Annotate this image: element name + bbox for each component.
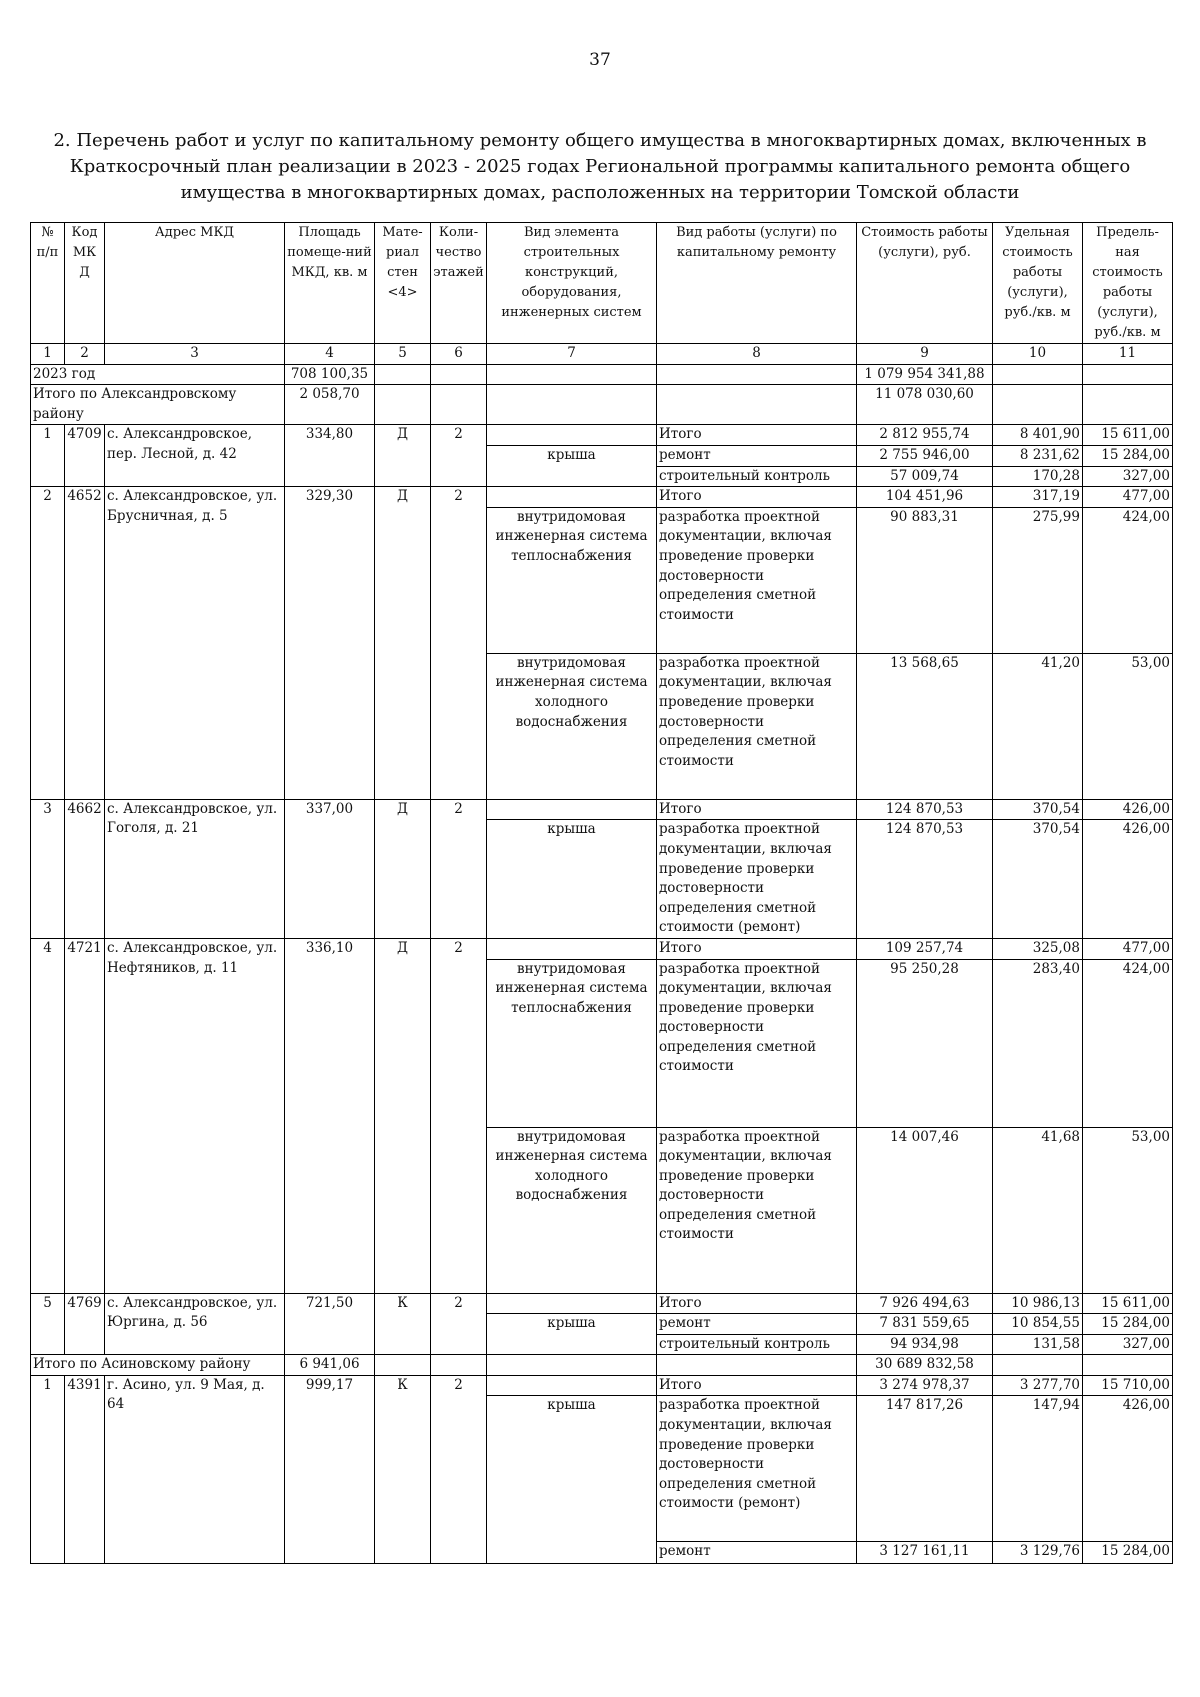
- floor-count: 2: [431, 487, 487, 800]
- max-cost: 426,00: [1083, 820, 1173, 939]
- year-area: 708 100,35: [285, 364, 375, 385]
- house-address: с. Александровское, ул. Брусничная, д. 5: [105, 487, 285, 800]
- max-cost: 15 611,00: [1083, 1293, 1173, 1314]
- col-number: 8: [657, 344, 857, 365]
- district-label: Итого по Асиновскому району: [31, 1355, 285, 1376]
- unit-cost: 10 854,55: [993, 1314, 1083, 1335]
- wall-material: Д: [375, 487, 431, 800]
- work-type: разработка проектной документации, включая проведение проверки достоверности определения сметной стоимости: [657, 653, 857, 799]
- unit-cost: 10 986,13: [993, 1293, 1083, 1314]
- house-area: 334,80: [285, 425, 375, 487]
- house-code: 4652: [65, 487, 105, 800]
- max-cost: 15 284,00: [1083, 445, 1173, 466]
- district-area: 6 941,06: [285, 1355, 375, 1376]
- page-number: 37: [589, 50, 611, 70]
- max-cost: 426,00: [1083, 1396, 1173, 1542]
- cost: 90 883,31: [857, 507, 993, 653]
- cost: 147 817,26: [857, 1396, 993, 1542]
- work-type: разработка проектной документации, включая проведение проверки достоверности определения сметной стоимости (ремонт): [657, 1396, 857, 1542]
- work-type: Итого: [657, 799, 857, 820]
- wall-material: К: [375, 1375, 431, 1564]
- cost: 2 755 946,00: [857, 445, 993, 466]
- work-type: Итого: [657, 1293, 857, 1314]
- max-cost: 53,00: [1083, 1127, 1173, 1293]
- cost: 94 934,98: [857, 1334, 993, 1355]
- title-line-2: Краткосрочный план реализации в 2023 - 2025 годах Региональной программы капитального ремонта общего: [69, 156, 1131, 177]
- header-row: [31, 223, 1173, 344]
- work-type: Итого: [657, 938, 857, 959]
- element-type: крыша: [487, 1396, 657, 1564]
- header-code: Код МК Д: [65, 223, 105, 344]
- house-code: 4391: [65, 1375, 105, 1564]
- row-number: 1: [31, 1375, 65, 1564]
- row-number: 1: [31, 425, 65, 487]
- work-type: ремонт: [657, 1314, 857, 1335]
- house-code: 4662: [65, 799, 105, 938]
- header-floors: Коли-чество этажей: [431, 223, 487, 344]
- header-material: Мате-риал стен <4>: [375, 223, 431, 344]
- work-type: Итого: [657, 487, 857, 508]
- table-row: [31, 938, 1173, 959]
- wall-material: Д: [375, 799, 431, 938]
- work-type: ремонт: [657, 1542, 857, 1564]
- max-cost: 15 284,00: [1083, 1314, 1173, 1335]
- house-address: с. Александровское, пер. Лесной, д. 42: [105, 425, 285, 487]
- floor-count: 2: [431, 799, 487, 938]
- house-area: 336,10: [285, 938, 375, 1293]
- element-type: крыша: [487, 1314, 657, 1355]
- cost: 7 831 559,65: [857, 1314, 993, 1335]
- work-type: ремонт: [657, 445, 857, 466]
- year-cost: 1 079 954 341,88: [857, 364, 993, 385]
- max-cost: 327,00: [1083, 466, 1173, 487]
- title-line-3: имущества в многоквартирных домах, расположенных на территории Томской области: [180, 182, 1020, 203]
- work-type: строительный контроль: [657, 1334, 857, 1355]
- work-type: Итого: [657, 1375, 857, 1396]
- house-address: с. Александровское, ул. Гоголя, д. 21: [105, 799, 285, 938]
- cost: 2 812 955,74: [857, 425, 993, 446]
- unit-cost: 283,40: [993, 959, 1083, 1127]
- header-element: Вид элемента строительных конструкций, оборудования, инженерных систем: [487, 223, 657, 344]
- unit-cost: 147,94: [993, 1396, 1083, 1542]
- cost: 14 007,46: [857, 1127, 993, 1293]
- district-total-row: [31, 385, 1173, 425]
- max-cost: 15 611,00: [1083, 425, 1173, 446]
- max-cost: 424,00: [1083, 507, 1173, 653]
- house-area: 337,00: [285, 799, 375, 938]
- cost: 3 127 161,11: [857, 1542, 993, 1564]
- element-type: внутридомовая инженерная система холодного водоснабжения: [487, 653, 657, 799]
- col-number: 9: [857, 344, 993, 365]
- max-cost: 424,00: [1083, 959, 1173, 1127]
- max-cost: 15 284,00: [1083, 1542, 1173, 1564]
- element-type: внутридомовая инженерная система теплоснабжения: [487, 959, 657, 1127]
- unit-cost: 370,54: [993, 799, 1083, 820]
- max-cost: 53,00: [1083, 653, 1173, 799]
- row-number: 3: [31, 799, 65, 938]
- header-cost: Стоимость работы (услуги), руб.: [857, 223, 993, 344]
- wall-material: Д: [375, 425, 431, 487]
- table-row: [31, 487, 1173, 508]
- table-row: [31, 799, 1173, 820]
- floor-count: 2: [431, 938, 487, 1293]
- document-title: [40, 128, 1160, 206]
- max-cost: 477,00: [1083, 487, 1173, 508]
- unit-cost: 41,20: [993, 653, 1083, 799]
- wall-material: Д: [375, 938, 431, 1293]
- cost: 109 257,74: [857, 938, 993, 959]
- work-type: разработка проектной документации, включая проведение проверки достоверности определения сметной стоимости: [657, 507, 857, 653]
- house-address: с. Александровское, ул. Юргина, д. 56: [105, 1293, 285, 1355]
- house-code: 4709: [65, 425, 105, 487]
- year-label: 2023 год: [31, 364, 285, 385]
- house-area: 721,50: [285, 1293, 375, 1355]
- col-number: 1: [31, 344, 65, 365]
- house-address: г. Асино, ул. 9 Мая, д. 64: [105, 1375, 285, 1564]
- table-row: [31, 425, 1173, 446]
- header-work-type: Вид работы (услуги) по капитальному ремонту: [657, 223, 857, 344]
- header-max-cost: Предель-ная стоимость работы (услуги), руб./кв. м: [1083, 223, 1173, 344]
- floor-count: 2: [431, 425, 487, 487]
- unit-cost: 317,19: [993, 487, 1083, 508]
- cost: 124 870,53: [857, 820, 993, 939]
- house-area: 999,17: [285, 1375, 375, 1564]
- col-number: 4: [285, 344, 375, 365]
- unit-cost: 41,68: [993, 1127, 1083, 1293]
- element-type: крыша: [487, 445, 657, 486]
- column-number-row: [31, 344, 1173, 365]
- district-area: 2 058,70: [285, 385, 375, 425]
- row-number: 4: [31, 938, 65, 1293]
- floor-count: 2: [431, 1375, 487, 1564]
- max-cost: 426,00: [1083, 799, 1173, 820]
- house-address: с. Александровское, ул. Нефтяников, д. 11: [105, 938, 285, 1293]
- element-type: внутридомовая инженерная система теплоснабжения: [487, 507, 657, 653]
- element-type: внутридомовая инженерная система холодного водоснабжения: [487, 1127, 657, 1293]
- cost: 104 451,96: [857, 487, 993, 508]
- max-cost: 327,00: [1083, 1334, 1173, 1355]
- district-cost: 11 078 030,60: [857, 385, 993, 425]
- floor-count: 2: [431, 1293, 487, 1355]
- row-number: 5: [31, 1293, 65, 1355]
- max-cost: 15 710,00: [1083, 1375, 1173, 1396]
- work-type: строительный контроль: [657, 466, 857, 487]
- cost: 3 274 978,37: [857, 1375, 993, 1396]
- work-type: разработка проектной документации, включая проведение проверки достоверности определения сметной стоимости: [657, 959, 857, 1127]
- header-no: № п/п: [31, 223, 65, 344]
- unit-cost: 325,08: [993, 938, 1083, 959]
- work-type: разработка проектной документации, включая проведение проверки достоверности определения сметной стоимости: [657, 1127, 857, 1293]
- unit-cost: 8 401,90: [993, 425, 1083, 446]
- wall-material: К: [375, 1293, 431, 1355]
- unit-cost: 370,54: [993, 820, 1083, 939]
- house-area: 329,30: [285, 487, 375, 800]
- col-number: 2: [65, 344, 105, 365]
- col-number: 3: [105, 344, 285, 365]
- cost: 95 250,28: [857, 959, 993, 1127]
- max-cost: 477,00: [1083, 938, 1173, 959]
- table-row: [31, 1293, 1173, 1314]
- unit-cost: 3 129,76: [993, 1542, 1083, 1564]
- work-type: Итого: [657, 425, 857, 446]
- row-number: 2: [31, 487, 65, 800]
- house-code: 4721: [65, 938, 105, 1293]
- cost: 124 870,53: [857, 799, 993, 820]
- header-unit-cost: Удельная стоимость работы (услуги), руб./кв. м: [993, 223, 1083, 344]
- year-total-row: [31, 364, 1173, 385]
- col-number: 5: [375, 344, 431, 365]
- work-type: разработка проектной документации, включая проведение проверки достоверности определения сметной стоимости (ремонт): [657, 820, 857, 939]
- house-code: 4769: [65, 1293, 105, 1355]
- col-number: 7: [487, 344, 657, 365]
- header-address: Адрес МКД: [105, 223, 285, 344]
- district-cost: 30 689 832,58: [857, 1355, 993, 1376]
- unit-cost: 131,58: [993, 1334, 1083, 1355]
- header-area: Площадь помеще-ний МКД, кв. м: [285, 223, 375, 344]
- cost: 57 009,74: [857, 466, 993, 487]
- unit-cost: 3 277,70: [993, 1375, 1083, 1396]
- unit-cost: 170,28: [993, 466, 1083, 487]
- col-number: 11: [1083, 344, 1173, 365]
- col-number: 10: [993, 344, 1083, 365]
- district-total-row: [31, 1355, 1173, 1376]
- district-label: Итого по Александровскому району: [31, 385, 285, 425]
- cost: 7 926 494,63: [857, 1293, 993, 1314]
- table-row: [31, 1375, 1173, 1396]
- title-line-1: 2. Перечень работ и услуг по капитальному ремонту общего имущества в многоквартирных домах, включенных в: [53, 130, 1147, 151]
- unit-cost: 275,99: [993, 507, 1083, 653]
- element-type: крыша: [487, 820, 657, 939]
- col-number: 6: [431, 344, 487, 365]
- cost: 13 568,65: [857, 653, 993, 799]
- unit-cost: 8 231,62: [993, 445, 1083, 466]
- capital-repair-table: [30, 222, 1173, 1564]
